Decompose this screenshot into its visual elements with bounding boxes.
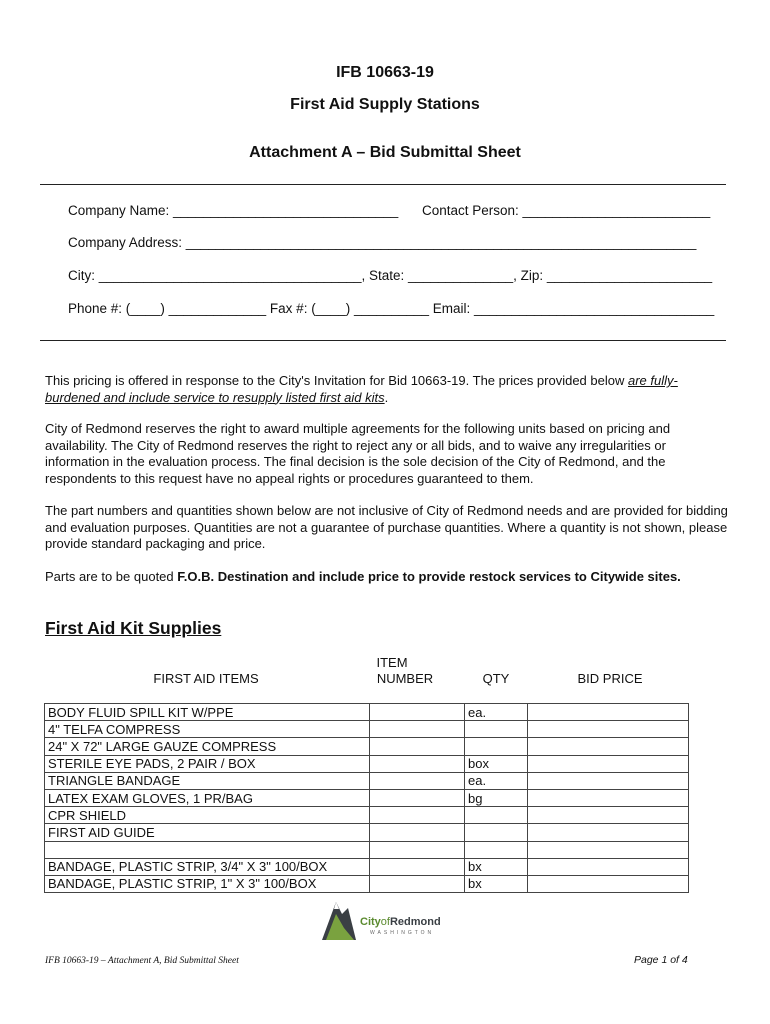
company-name-field: Company Name: ______________________________ bbox=[68, 203, 399, 218]
qty-cell: ea. bbox=[465, 704, 528, 721]
table-row bbox=[45, 875, 689, 892]
item-name-cell: BODY FLUID SPILL KIT W/PPE bbox=[45, 704, 370, 721]
table-row bbox=[45, 738, 689, 755]
bid-price-cell bbox=[528, 704, 689, 721]
pricing-paragraph bbox=[45, 373, 729, 406]
qty-cell bbox=[465, 841, 528, 858]
item-number-cell bbox=[370, 841, 465, 858]
qty-cell: box bbox=[465, 755, 528, 772]
bid-price-cell bbox=[528, 841, 689, 858]
fob-text: Parts are to be quoted bbox=[45, 569, 178, 584]
qty-cell bbox=[465, 807, 528, 824]
table-row bbox=[45, 807, 689, 824]
table-row bbox=[45, 858, 689, 875]
ifb-number: IFB 10663-19 bbox=[336, 64, 434, 81]
city-logo bbox=[318, 896, 458, 944]
item-name-cell: 4" TELFA COMPRESS bbox=[45, 721, 370, 738]
top-divider bbox=[40, 184, 726, 185]
company-address-field: Company Address: ____________________________________________________________________ bbox=[68, 235, 697, 250]
item-number-cell bbox=[370, 858, 465, 875]
item-number-cell bbox=[370, 721, 465, 738]
bottom-divider bbox=[40, 340, 726, 341]
qty-cell bbox=[465, 824, 528, 841]
item-name-cell: FIRST AID GUIDE bbox=[45, 824, 370, 841]
qty-cell: ea. bbox=[465, 772, 528, 789]
col-header-qty: QTY bbox=[482, 671, 510, 686]
document-subtitle: Attachment A – Bid Submittal Sheet bbox=[249, 144, 521, 161]
table-row bbox=[45, 755, 689, 772]
award-paragraph: City of Redmond reserves the right to award multiple agreements for the following units based on pricing and availability. The City of Redmond reserves the right to reject any or all bids, and to waive any irregularities or information in the evaluation process. The final decision is the sole decision of the City of Redmond, and the respondents to this request have no appeal rights or procedures guaranteed to them. bbox=[45, 421, 671, 486]
bid-price-cell bbox=[528, 807, 689, 824]
item-name-cell bbox=[45, 841, 370, 858]
qty-cell: bx bbox=[465, 858, 528, 875]
bid-price-cell bbox=[528, 772, 689, 789]
col-header-bid-price: BID PRICE bbox=[577, 671, 643, 686]
qty-cell bbox=[465, 738, 528, 755]
col-header-item-number-l2: NUMBER bbox=[376, 671, 434, 686]
item-name-cell: CPR SHIELD bbox=[45, 807, 370, 824]
table-row bbox=[45, 789, 689, 806]
bid-price-cell bbox=[528, 738, 689, 755]
qty-cell: bx bbox=[465, 875, 528, 892]
item-name-cell: LATEX EXAM GLOVES, 1 PR/BAG bbox=[45, 789, 370, 806]
qty-cell bbox=[465, 721, 528, 738]
fob-paragraph bbox=[45, 569, 729, 586]
quantities-paragraph: The part numbers and quantities shown below are not inclusive of City of Redmond needs and are provided for bidding and evaluation purposes. Quantities are not a guarantee of purchase quantities. Where a quantity is not shown, please provide standard packaging and price. bbox=[45, 503, 728, 551]
col-header-items: FIRST AID ITEMS bbox=[153, 671, 259, 686]
logo-redmond: Redmond bbox=[389, 916, 441, 928]
supplies-table bbox=[44, 703, 689, 893]
item-name-cell: BANDAGE, PLASTIC STRIP, 1" X 3" 100/BOX bbox=[45, 875, 370, 892]
table-row bbox=[45, 824, 689, 841]
item-name-cell: STERILE EYE PADS, 2 PAIR / BOX bbox=[45, 755, 370, 772]
pricing-end: . bbox=[384, 389, 389, 405]
logo-wordmark bbox=[360, 916, 441, 928]
city-state-zip-field: City: ___________________________________, State: ______________, Zip: ______________________ bbox=[68, 268, 713, 283]
item-number-cell bbox=[370, 704, 465, 721]
page-number: Page 1 of 4 bbox=[634, 954, 688, 966]
bid-price-cell bbox=[528, 858, 689, 875]
table-row bbox=[45, 841, 689, 858]
item-number-cell bbox=[370, 875, 465, 892]
bid-price-cell bbox=[528, 824, 689, 841]
phone-fax-email-field: Phone #: (____) _____________ Fax #: (____) __________ Email: ________________________________ bbox=[68, 301, 715, 316]
item-number-cell bbox=[370, 789, 465, 806]
bid-price-cell bbox=[528, 721, 689, 738]
logo-of: of bbox=[380, 916, 390, 928]
contact-person-field: Contact Person: _________________________ bbox=[422, 203, 711, 218]
document-title: First Aid Supply Stations bbox=[290, 96, 480, 113]
item-name-cell: BANDAGE, PLASTIC STRIP, 3/4" X 3" 100/BOX bbox=[45, 858, 370, 875]
qty-cell: bg bbox=[465, 789, 528, 806]
fob-bold: F.O.B. Destination and include price to provide restock services to Citywide sites. bbox=[177, 569, 681, 584]
mountain-logo-icon bbox=[318, 896, 358, 942]
bid-price-cell bbox=[528, 875, 689, 892]
col-header-item-number-l1: ITEM bbox=[376, 655, 408, 670]
table-row bbox=[45, 704, 689, 721]
item-number-cell bbox=[370, 772, 465, 789]
section-heading: First Aid Kit Supplies bbox=[45, 618, 222, 638]
item-number-cell bbox=[370, 807, 465, 824]
bid-price-cell bbox=[528, 755, 689, 772]
logo-tagline: WASHINGTON bbox=[370, 930, 435, 936]
footer-left: IFB 10663-19 – Attachment A, Bid Submittal Sheet bbox=[45, 956, 239, 966]
item-number-cell bbox=[370, 738, 465, 755]
item-number-cell bbox=[370, 824, 465, 841]
item-name-cell: TRIANGLE BANDAGE bbox=[45, 772, 370, 789]
table-row bbox=[45, 721, 689, 738]
item-number-cell bbox=[370, 755, 465, 772]
item-name-cell: 24" X 72" LARGE GAUZE COMPRESS bbox=[45, 738, 370, 755]
pricing-emphasis: are fully-burdened and include service to resupply listed first aid kits bbox=[45, 373, 678, 405]
table-row bbox=[45, 772, 689, 789]
pricing-text: This pricing is offered in response to the City's Invitation for Bid 10663-19. The prices provided below bbox=[45, 373, 628, 388]
bid-price-cell bbox=[528, 789, 689, 806]
logo-city: City bbox=[360, 916, 381, 928]
